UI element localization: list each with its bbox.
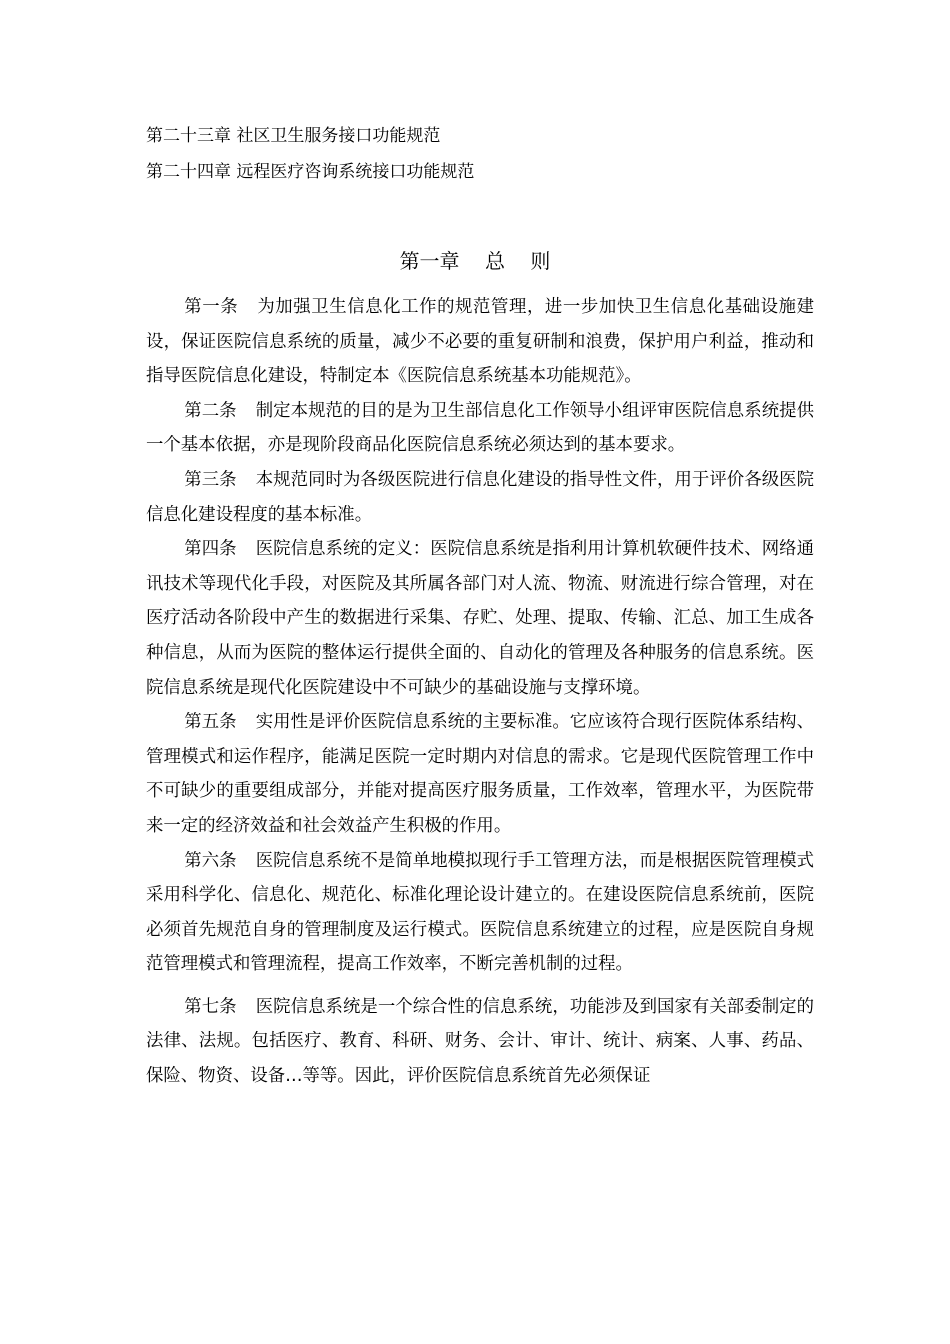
article-1 <box>146 290 814 394</box>
article-label: 第一条 <box>184 297 239 317</box>
article-label: 第三条 <box>184 469 237 490</box>
article-label: 第七条 <box>184 996 237 1017</box>
article-list <box>146 290 814 1094</box>
article-text: 为加强卫生信息化工作的规范管理，进一步加快卫生信息化基础设施建设，保证医院信息系统的质量，减少不必要的重复研制和浪费，保护用户利益，推动和指导医院信息化建设，特制定本《医院信息系统基本功能规范》。 <box>146 297 814 387</box>
toc-entry-chapter-23: 第二十三章 社区卫生服务接口功能规范 <box>146 126 441 146</box>
article-7 <box>146 990 814 1094</box>
article-text: 医院信息系统不是简单地模拟现行手工管理方法，而是根据医院管理模式采用科学化、信息化、规范化、标准化理论设计建立的。在建设医院信息系统前，医院必须首先规范自身的管理制度及运行模式。医院信息系统建立的过程，应是医院自身规范管理模式和管理流程，提高工作效率，不断完善机制的过程。 <box>146 850 814 975</box>
article-text: 实用性是评价医院信息系统的主要标准。它应该符合现行医院体系结构、管理模式和运作程序，能满足医院一定时期内对信息的需求。它是现代医院管理工作中不可缺少的重要组成部分，并能对提高医疗服务质量，工作效率，管理水平，为医院带来一定的经济效益和社会效益产生积极的作用。 <box>146 712 814 836</box>
article-6 <box>146 844 814 982</box>
article-label: 第六条 <box>184 850 237 871</box>
article-text: 医院信息系统是一个综合性的信息系统，功能涉及到国家有关部委制定的法律、法规。包括医疗、教育、科研、财务、会计、审计、统计、病案、人事、药品、保险、物资、设备…等等。因此，评价医院信息系统首先必须保证 <box>146 996 814 1087</box>
table-of-contents <box>146 118 826 190</box>
article-4 <box>146 532 814 705</box>
article-label: 第四条 <box>184 539 237 560</box>
article-2 <box>146 394 814 463</box>
article-label: 第五条 <box>184 712 237 733</box>
toc-entry-chapter-24: 第二十四章 远程医疗咨询系统接口功能规范 <box>146 162 475 182</box>
chapter-heading: 第一章 总 则 <box>399 249 551 273</box>
article-label: 第二条 <box>184 400 237 421</box>
article-3 <box>146 463 814 532</box>
article-text: 本规范同时为各级医院进行信息化建设的指导性文件，用于评价各级医院信息化建设程度的基本标准。 <box>146 469 814 525</box>
article-5 <box>146 705 814 843</box>
article-text: 医院信息系统的定义：医院信息系统是指利用计算机软硬件技术、网络通讯技术等现代化手段，对医院及其所属各部门对人流、物流、财流进行综合管理，对在医疗活动各阶段中产生的数据进行采集、存贮、处理、提取、传输、汇总、加工生成各种信息，从而为医院的整体运行提供全面的、自动化的管理及各种服务的信息系统。医院信息系统是现代化医院建设中不可缺少的基础设施与支撑环境。 <box>146 539 814 698</box>
article-text: 制定本规范的目的是为卫生部信息化工作领导小组评审医院信息系统提供一个基本依据，亦是现阶段商品化医院信息系统必须达到的基本要求。 <box>146 400 814 456</box>
